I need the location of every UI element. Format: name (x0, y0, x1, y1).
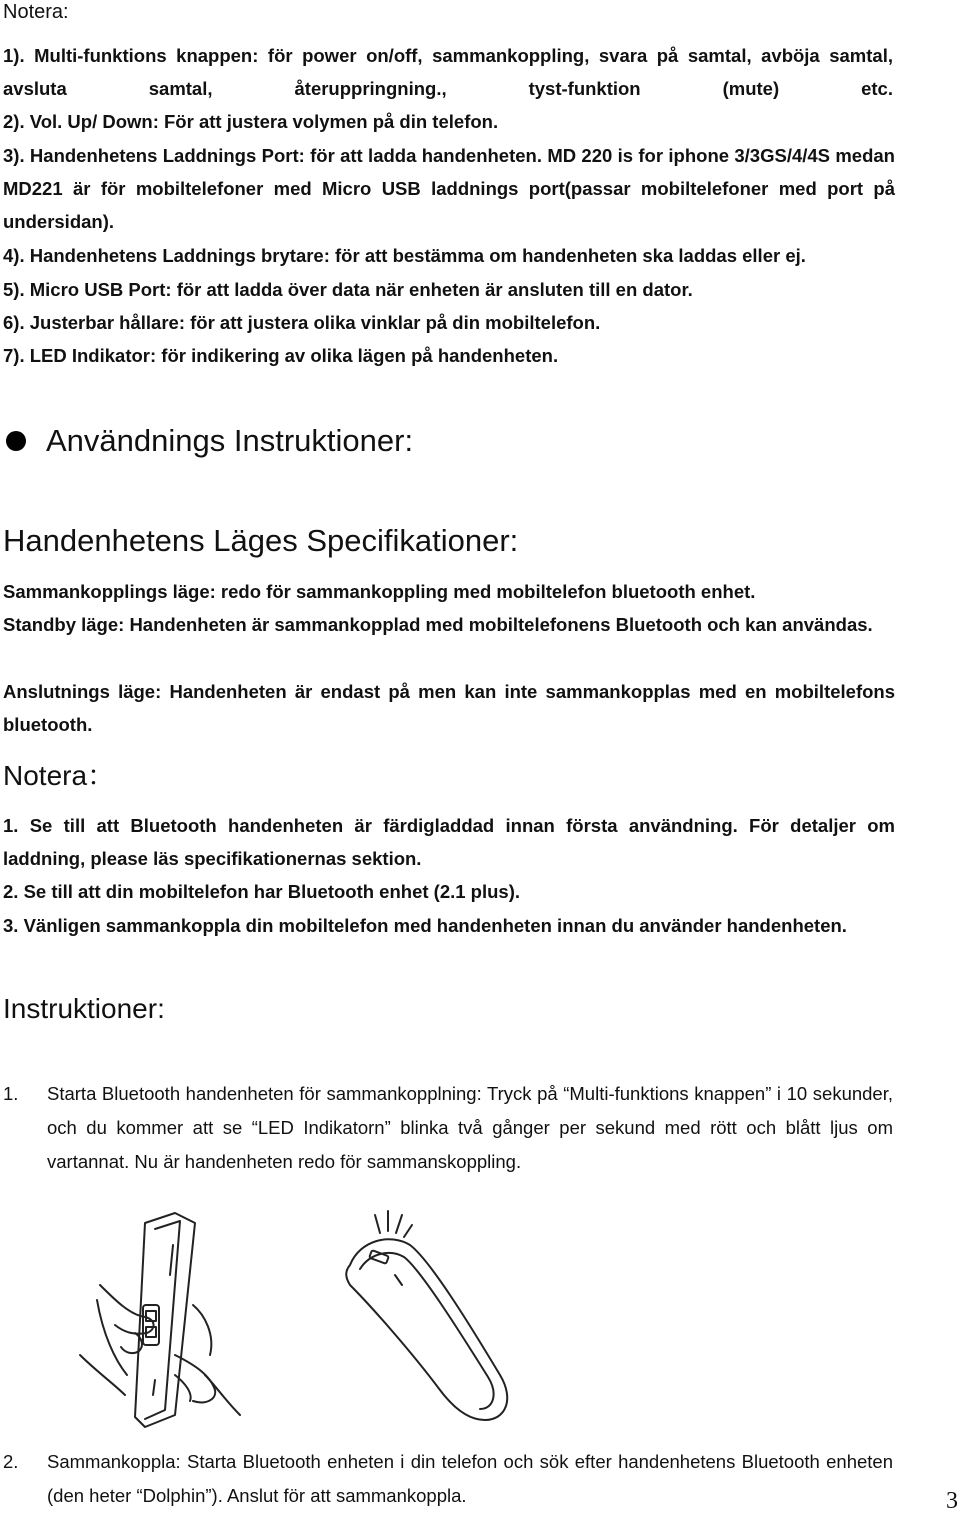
instructions-heading: Instruktioner: (3, 993, 165, 1024)
bullet-icon (6, 431, 26, 451)
note-3: 3. Vänligen sammankoppla din mobiltelefon med handenheten innan du använder handenheten. (3, 915, 847, 936)
usage-heading: Användnings Instruktioner: (46, 423, 414, 458)
page-number: 3 (946, 1488, 958, 1514)
parts-item-7: 7). LED Indikator: för indikering av olika lägen på handenheten. (3, 345, 559, 366)
parts-item-4: 4). Handenhetens Laddnings brytare: för att bestämma om handenheten ska laddas eller ej. (3, 245, 806, 266)
mode-connection: Anslutnings läge: Handenheten är endast på men kan inte sammankopplas med en mobiltelefons bluetooth. (3, 681, 895, 735)
instruction-1-text: Starta Bluetooth handenheten för sammankopplning: Tryck på “Multi-funktions knappen” i 10 sekunder, och du kommer att se “LED Indikatorn” blinka två gånger per sekund med rött och blått ljus om vartannat. Nu är handenheten redo för sammanskoppling. (47, 1083, 893, 1172)
handset-in-hands-illustration (75, 1205, 315, 1435)
parts-item-5: 5). Micro USB Port: för att ladda över data när enheten är ansluten till en dator. (3, 279, 693, 300)
note-2: 2. Se till att din mobiltelefon har Bluetooth enhet (2.1 plus). (3, 881, 521, 902)
modes-heading: Handenhetens Läges Specifikationer: (3, 523, 519, 558)
mode-pairing: Sammankopplings läge: redo för sammankoppling med mobiltelefon bluetooth enhet. (3, 581, 756, 602)
instruction-2-number: 2. (3, 1451, 19, 1472)
instruction-2-text: Sammankoppla: Starta Bluetooth enheten i din telefon och sök efter handenhetens Bluetooth enheten (den heter “Dolphin”). Anslut för att sammankoppla. (47, 1451, 893, 1506)
parts-item-1: 1). Multi-funktions knappen: för power on/off, sammankoppling, svara på samtal, avböja samtal, avsluta samtal, återuppringning., tyst-funktion (mute) etc. (3, 45, 893, 99)
note-1: 1. Se till att Bluetooth handenheten är färdigladdad innan första användning. För detaljer om laddning, please läs specifikationernas sektion. (3, 815, 895, 869)
notes-heading: Notera： (3, 760, 116, 791)
parts-item-6: 6). Justerbar hållare: för att justera olika vinklar på din mobiltelefon. (3, 312, 601, 333)
parts-item-3: 3). Handenhetens Laddnings Port: för att ladda handenheten. MD 220 is for iphone 3/3GS/4/4S medan MD221 är för mobiltelefoner med Micro USB laddnings port(passar mobiltelefoner med port på undersidan). (3, 145, 895, 232)
parts-item-2: 2). Vol. Up/ Down: För att justera volymen på din telefon. (3, 111, 499, 132)
handset-blinking-illustration (330, 1205, 560, 1435)
instruction-1-number: 1. (3, 1083, 19, 1104)
top-note-heading: Notera: (3, 1, 69, 23)
mode-standby: Standby läge: Handenheten är sammankopplad med mobiltelefonens Bluetooth och kan användas. (3, 614, 873, 635)
